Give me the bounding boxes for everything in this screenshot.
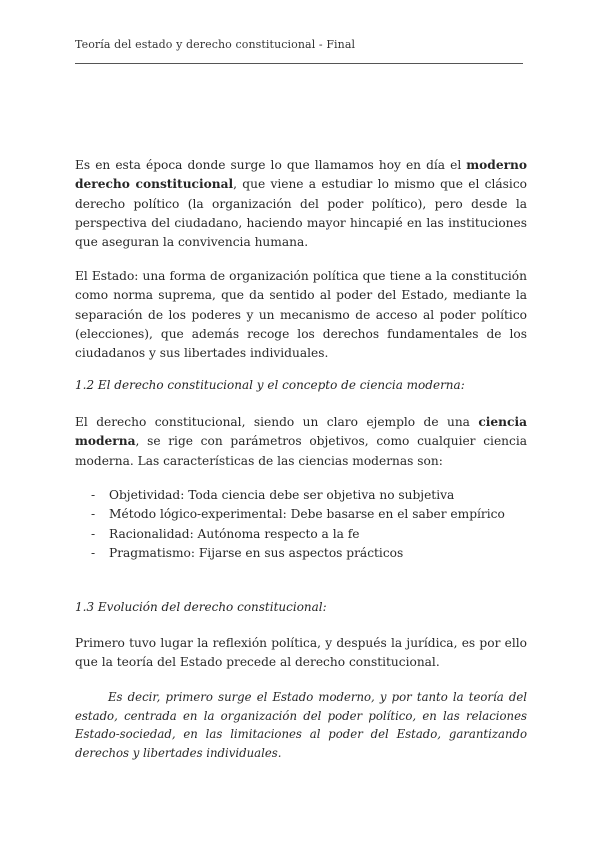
section-heading-1-2: 1.2 El derecho constitucional y el concepto de ciencia moderna: xyxy=(75,378,465,392)
section-heading-1-3: 1.3 Evolución del derecho constitucional: xyxy=(75,600,327,614)
paragraph-text: , se rige con parámetros objetivos, como cualquier ciencia moderna. Las características de las ciencias modernas son: xyxy=(75,434,527,468)
list-item: - Racionalidad: Autónoma respecto a la fe xyxy=(75,525,527,544)
bold-term: moderno derecho constitucional xyxy=(75,158,527,192)
list-item: - Método lógico-experimental: Debe basarse en el saber empírico xyxy=(75,505,527,524)
page-header: Teoría del estado y derecho constitucional - Final xyxy=(75,38,356,51)
quote-paragraph: Es decir, primero surge el Estado moderno, y por tanto la teoría del estado, centrada en la organización del poder político, en las relaciones Estado-sociedad, en las limitaciones al poder del Estado, garantizando derechos y libertades individuales. xyxy=(75,690,527,760)
list-item: - Pragmatismo: Fijarse en sus aspectos prácticos xyxy=(75,544,527,563)
paragraph-evolucion: Primero tuvo lugar la reflexión política, y después la jurídica, es por ello que la teoría del Estado precede al derecho constitucional. xyxy=(75,636,527,670)
paragraph-text: , que viene a estudiar lo mismo que el clásico derecho político (la organización del poder político), pero desde la perspectiva del ciudadano, haciendo mayor hincapié en las instituciones que aseguran la convivencia humana. xyxy=(75,177,527,250)
paragraph-estado-definition: El Estado: una forma de organización política que tiene a la constitución como norma suprema, que da sentido al poder del Estado, mediante la separación de los poderes y un mecanismo de acceso al poder político (elecciones), que además recoge los derechos fundamentales de los ciudadanos y sus libertades individuales. xyxy=(75,269,527,361)
paragraph-text: El derecho constitucional, siendo un claro ejemplo de una xyxy=(75,415,479,429)
bold-term: ciencia moderna xyxy=(75,415,527,449)
paragraph-moderno-derecho xyxy=(75,156,527,252)
paragraph-text: Es en esta época donde surge lo que llamamos hoy en día el xyxy=(75,158,467,172)
header-divider xyxy=(75,63,523,64)
characteristics-list xyxy=(75,486,527,563)
paragraph-ciencia-moderna xyxy=(75,413,527,471)
list-item: - Objetividad: Toda ciencia debe ser objetiva no subjetiva xyxy=(75,486,527,505)
